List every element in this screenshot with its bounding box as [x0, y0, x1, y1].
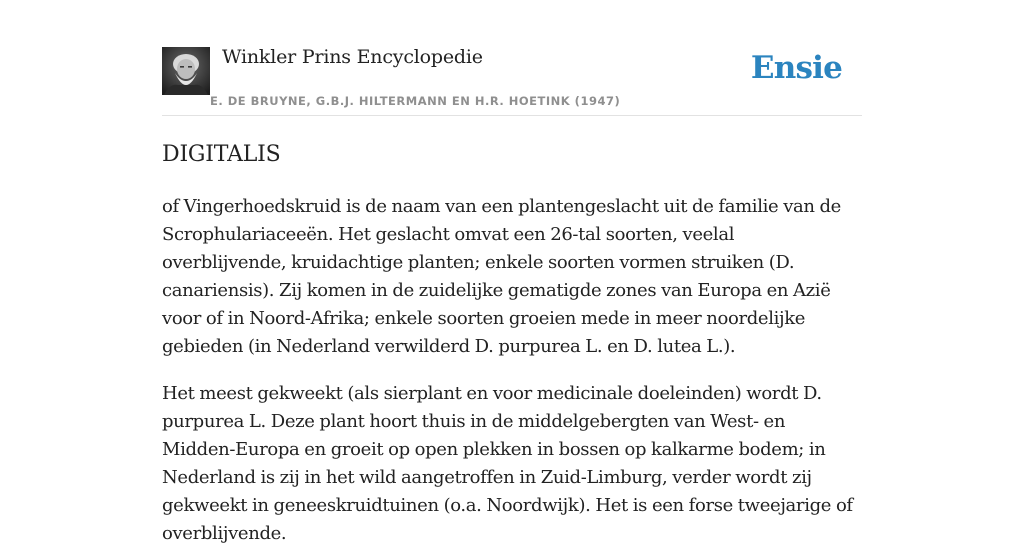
article-paragraph: of Vingerhoedskruid is de naam van een plantengeslacht uit de familie van de Scrophulariaceeën. Het geslacht omvat een 26-tal soorten, veelal overblijvende, kruidachtige planten; enkele soorten vormen struiken (D. canariensis). Zij komen in de zuidelijke gematigde zones van Europa en Azië voor of in Noord-Afrika; enkele soorten groeien mede in meer noordelijke gebieden (in Nederland verwilderd D. purpurea L. en D. lutea L.). [162, 196, 841, 357]
article [162, 116, 862, 548]
ensie-logo-link[interactable]: Ensie [750, 50, 842, 86]
article-paragraph: Het meest gekweekt (als sierplant en voor medicinale doeleinden) wordt D. purpurea L. Deze plant hoort thuis in de middelgebergten van West- en Midden-Europa en groeit op open plekken in bossen op kalkarme bodem; in Nederland is zij in het wild aangetroffen in Zuid-Limburg, verder wordt zij gekweekt in geneeskruidtuinen (o.a. Noordwijk). Het is een forse tweejarige of overblijvende. [162, 383, 853, 544]
portrait-graphic [162, 47, 210, 95]
article-title: DIGITALIS [162, 142, 281, 167]
author-portrait-icon[interactable] [162, 47, 210, 95]
encyclopedia-authors: E. DE BRUYNE, G.B.J. HILTERMANN EN H.R. HOETINK (1947) [210, 94, 621, 108]
encyclopedia-title[interactable]: Winkler Prins Encyclopedie [222, 46, 483, 68]
source-header [162, 0, 862, 116]
